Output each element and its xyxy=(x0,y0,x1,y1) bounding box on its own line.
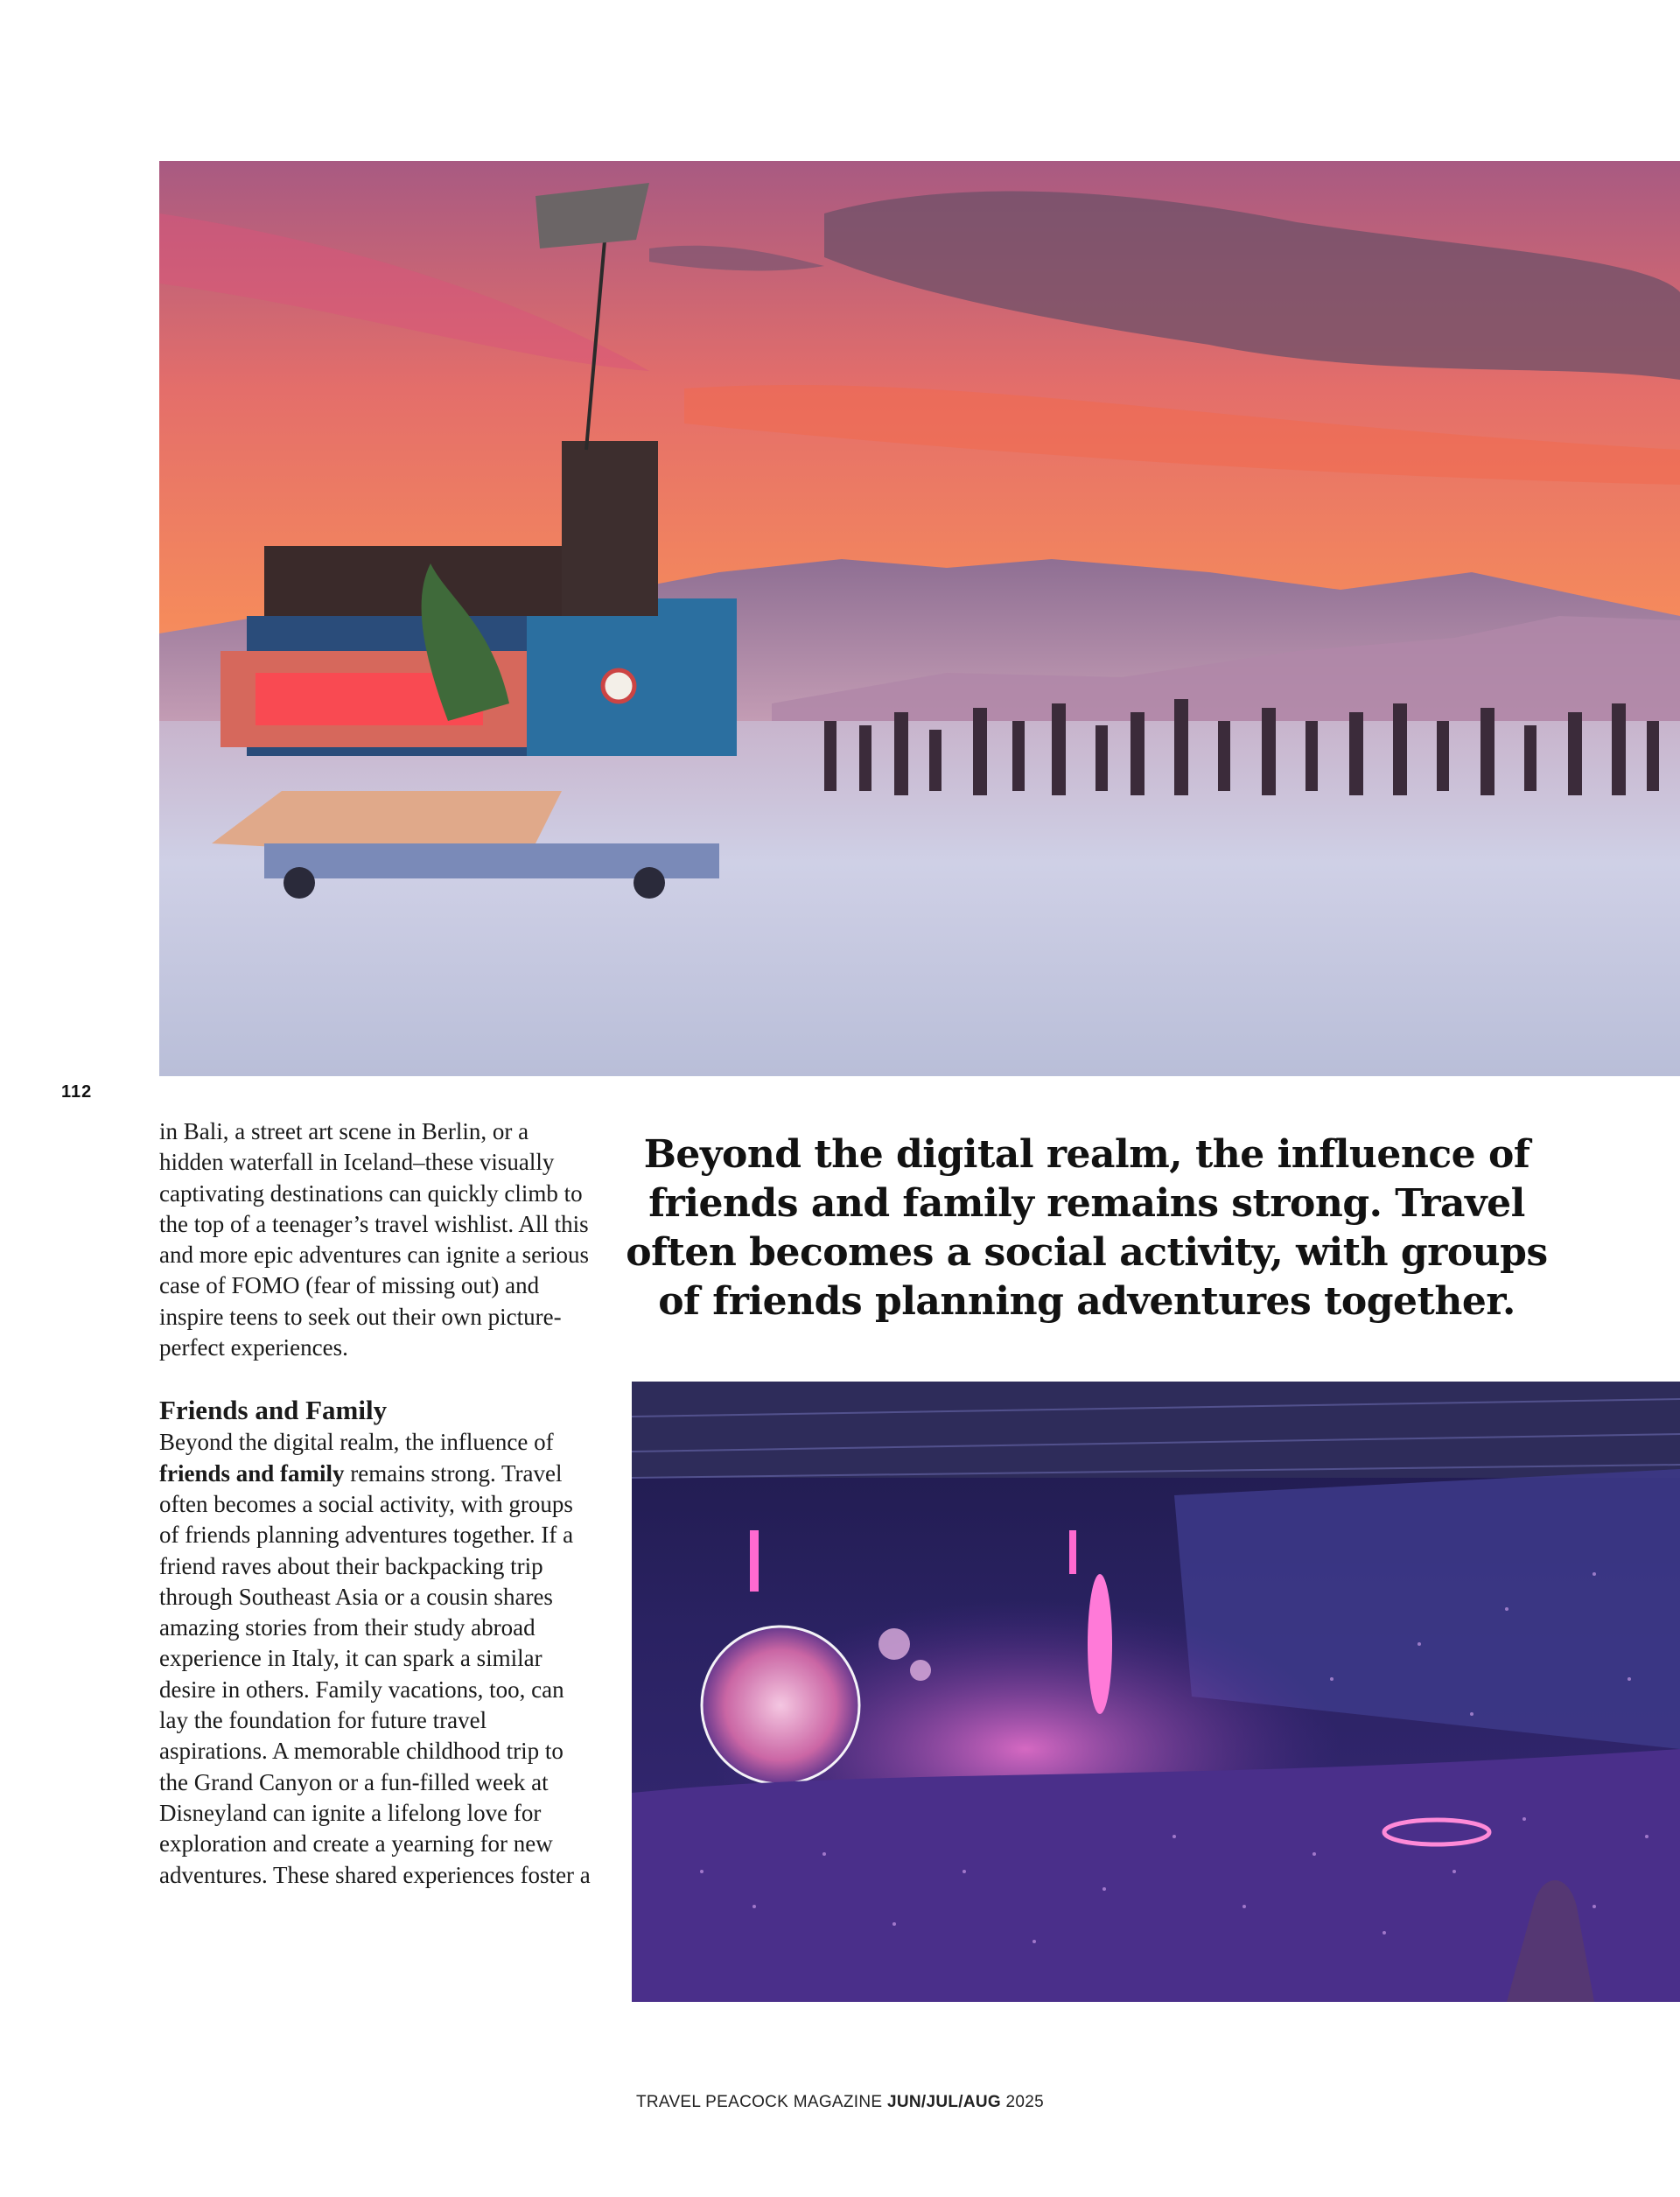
body-paragraph xyxy=(159,1427,597,1890)
footer-magazine-name: TRAVEL PEACOCK MAGAZINE xyxy=(635,2093,883,2111)
concert-stadium-photo xyxy=(632,1382,1680,2002)
article-column xyxy=(159,1116,597,1891)
paragraph-spacer xyxy=(159,1363,597,1394)
intro-paragraph: in Bali, a street art scene in Berlin, or a hidden waterfall in Iceland–these visually captivating destinations can quickly climb to the top of a teenager’s travel wishlist. All this and more epic adventures can ignite a serious case of FOMO (fear of missing out) and inspire teens to seek out their own picture-perfect experiences. xyxy=(159,1118,590,1361)
section-heading: Friends and Family xyxy=(159,1395,388,1426)
body-text-end: remains strong. Travel often becomes a social activity, with groups of friends planning adventures together. If a friend raves about their backpacking trip through Southeast Asia or a cousin shares amazing stories from their study abroad experience in Italy, it can spark a similar desire in others. Family vacations, too, can lay the foundation for future travel aspirations. A memorable childhood trip to the Grand Canyon or a fun-filled week at Disneyland can ignite a lifelong love for exploration and create a yearning for new adventures. These shared experiences foster a xyxy=(159,1459,591,1888)
magazine-footer xyxy=(0,2093,1680,2112)
body-bold-phrase: friends and family xyxy=(159,1459,345,1487)
pull-quote: Beyond the digital realm, the influence of friends and family remains strong. Travel often becomes a social activity, with groups of friends planning adventures together. xyxy=(626,1132,1548,1324)
hero-photo-art-car-sunset xyxy=(159,161,1680,1076)
page-number: 112 xyxy=(61,1082,93,1102)
footer-issue: JUN/JUL/AUG xyxy=(886,2093,1001,2111)
body-text-start: Beyond the digital realm, the influence of xyxy=(159,1429,554,1456)
footer-year: 2025 xyxy=(1005,2093,1045,2111)
